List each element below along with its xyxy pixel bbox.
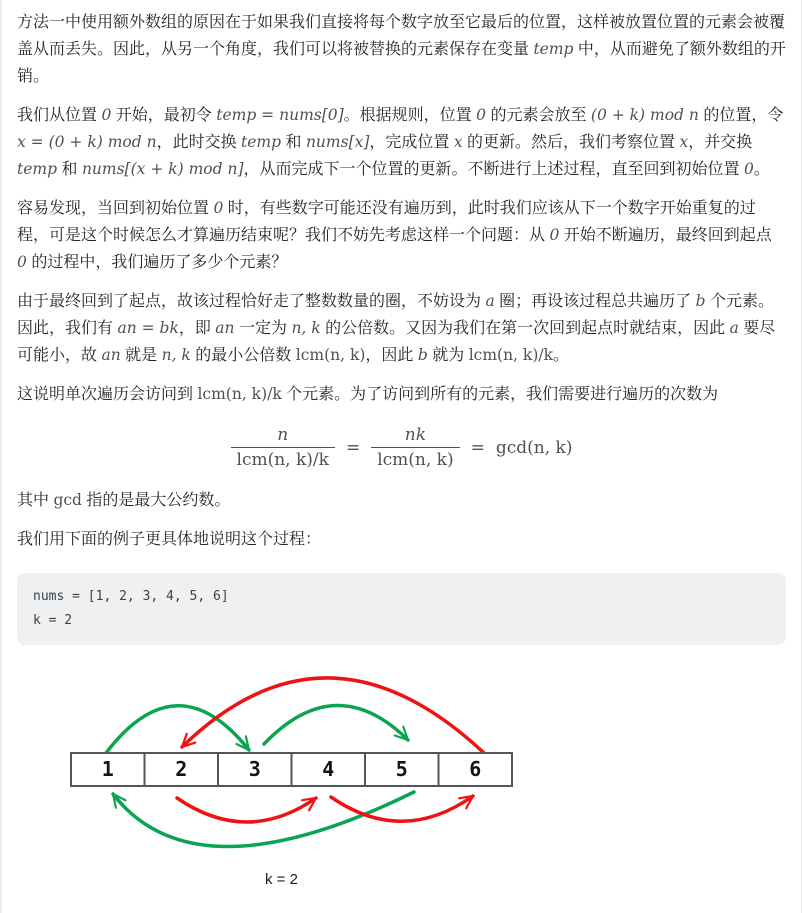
fraction-denominator: lcm(n, k)/k [231,447,335,471]
array-cell-value: 5 [395,757,408,782]
inline-math: x [679,133,689,151]
text-run: 的公倍数。又因为我们在第一次回到起点时就结束，因此 [320,320,730,337]
inline-math: 0 [213,199,224,217]
inline-math: 0 [549,226,560,244]
inline-math: lcm(n, k) [295,346,366,364]
text-run: 时，有些数字可能还没有遍历到，此时我们应该从下一个数字开始重复的过程，可是这个时候怎么才算遍历结束呢？我们不妨先考虑这样一个问题：从 [17,200,756,244]
diagram-k-label: k = 2 [265,871,298,889]
paragraph [17,487,786,514]
inline-math: a [485,292,495,310]
text-run: 要尽可能小，故 [17,320,776,364]
text-run: 我们从位置 [17,107,102,124]
text-run: ，完成位置 [369,134,454,151]
arrow-red-2-to-4 [177,798,316,822]
text-run: 个元素。因此，我们有 [17,293,774,337]
arrow-green-3-to-5 [264,706,408,745]
paragraphs-mid [17,487,786,553]
fraction-numerator: n [277,425,289,445]
text-run: ，此时交换 [156,134,242,151]
arrow-red-6-to-2 [182,678,484,753]
code-line: k = 2 [33,613,73,629]
paragraph [17,102,786,183]
text-run: 指的是最大公约数。 [81,492,231,510]
array-cell-value: 4 [322,757,335,782]
text-run: 圈；再设该过程总共遍历了 [494,293,696,310]
equals-sign: = [345,437,361,458]
rotation-diagram-svg [17,659,787,871]
inline-math: lcm(n, k)/k [468,346,553,364]
inline-math: an [101,346,121,364]
text-run: 的位置，令 [698,107,784,124]
inline-math: an [215,319,235,337]
text-run: ，即 [178,320,216,337]
inline-math: temp [17,160,58,178]
array-cell-value: 2 [175,757,188,782]
inline-math: b [695,292,706,310]
text-run: ，并交换 [688,134,753,151]
text-run: 就为 [427,347,469,364]
text-run: 一定为 [234,320,292,337]
text-run: 中，从而避免了额外数组的开销。 [17,41,786,85]
inline-math: (0 + k) mod n [590,106,699,124]
inline-math: temp = nums[0] [216,106,344,124]
inline-math: gcd [53,491,82,510]
text-run: 由于最终回到了起点，故该过程恰好走了整数数量的圈，不妨设为 [17,293,486,310]
text-run: 的元素会放至 [486,107,591,124]
text-run: ，从而完成下一个位置的更新。不断进行上述过程，直至回到初始位置 [243,161,744,178]
array-cell-value: 3 [248,757,261,782]
text-run: 开始，最初令 [111,107,217,124]
formula-fraction-2 [371,424,459,471]
paragraphs-top [17,9,786,408]
inline-math: n, k [161,346,191,364]
equals-sign: = [470,437,485,458]
text-run: 方法一中使用额外数组的原因在于如果我们直接将每个数字放至它最后的位置，这样被放置位置的元素会被覆盖从而丢失。因此，从另一个角度，我们可以将被替换的元素保存在变量 [17,14,786,58]
text-run: 其中 [17,492,54,510]
text-run: 的最小公倍数 [190,347,296,364]
inline-math: nums[x] [305,133,370,151]
code-line: nums = [1, 2, 3, 4, 5, 6] [33,589,229,605]
inline-math: b [417,346,428,364]
array-cell-value: 6 [469,757,482,782]
text-run: 就是 [120,347,162,364]
text-run: 这说明单次遍历会访问到 [17,386,198,403]
inline-math: x [453,133,463,151]
text-run: 的更新。然后，我们考察位置 [462,134,680,151]
inline-math: lcm(n, k)/k [197,385,282,403]
text-run: 我们用下面的例子更具体地说明这个过程： [17,531,322,549]
formula-fraction-1 [231,424,335,471]
paragraph [17,9,786,90]
formula-result: gcd(n, k) [495,437,573,458]
paragraph [17,288,786,369]
inline-math: 0 [476,106,486,124]
inline-math: temp [241,133,282,151]
text-run: ，因此 [365,347,418,364]
fraction-denominator: lcm(n, k) [371,447,459,471]
fraction-numerator: nk [404,425,427,445]
text-run: 和 [281,134,306,151]
paragraph [17,381,786,408]
inline-math: nums[(x + k) mod n] [81,160,244,178]
inline-math: an = bk [117,319,179,337]
inline-math: n, k [291,319,321,337]
text-run: 。 [552,347,569,364]
inline-math: temp [533,40,574,58]
text-run: 容易发现，当回到初始位置 [17,200,214,217]
text-run: 个元素。为了访问到所有的元素，我们需要进行遍历的次数为 [281,386,719,403]
inline-math: a [729,319,739,337]
inline-math: x = (0 + k) mod n [17,133,157,151]
code-block [17,573,786,645]
paragraph [17,526,786,553]
inline-math: 0 [743,160,754,178]
inline-math: 0 [17,253,27,271]
formula [17,424,786,471]
text-run: 和 [57,161,82,178]
text-run: 开始不断遍历，最终回到起点 [559,227,772,244]
text-run: 的过程中，我们遍历了多少个元素？ [26,254,288,271]
array-cell-value: 1 [101,757,114,782]
arrow-green-1-to-3 [106,706,249,753]
inline-math: 0 [101,106,112,124]
text-run: 。 [753,161,770,178]
text-run: 。根据规则，位置 [343,107,477,124]
paragraph [17,195,786,276]
rotation-diagram [17,659,786,888]
